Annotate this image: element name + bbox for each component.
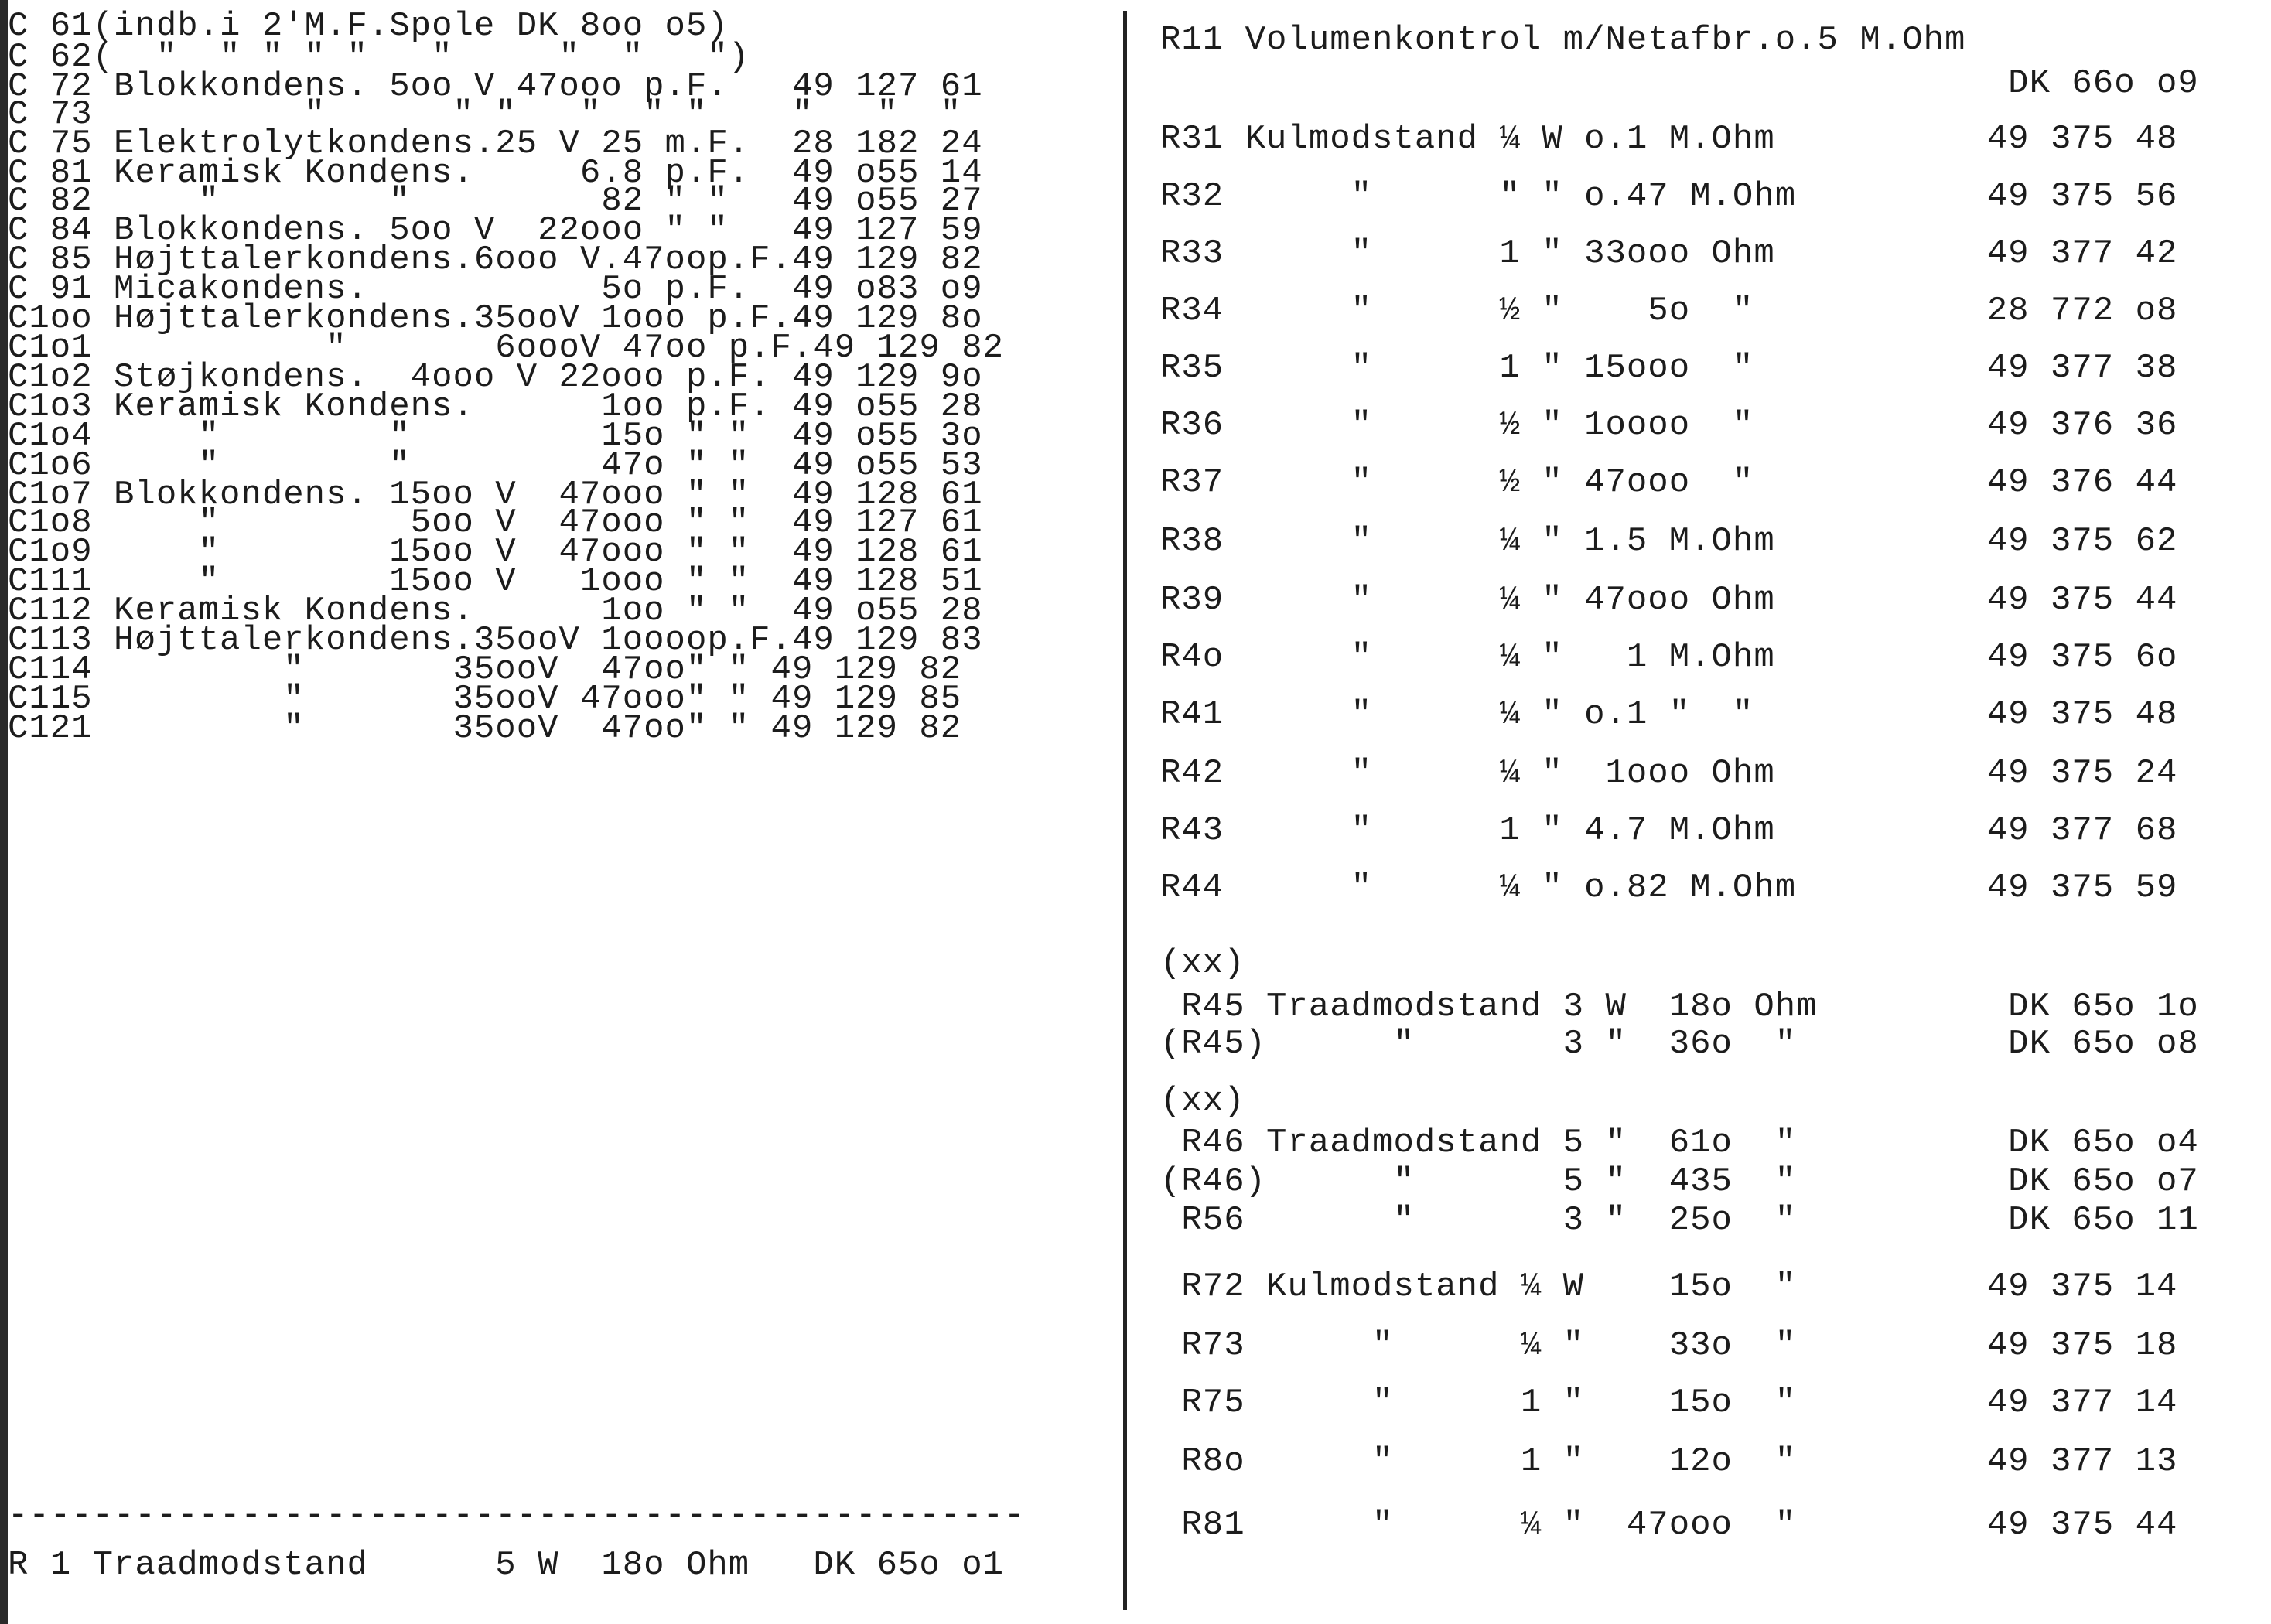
list-line: DK 66o o9 xyxy=(1160,64,2199,103)
list-line: C 91 Micakondens. 5o p.F. 49 o83 o9 xyxy=(8,270,983,309)
list-line: C 62( " " " " " " " " ") xyxy=(8,38,750,77)
column-divider xyxy=(1123,11,1127,1610)
list-line: R81 " ¼ " 47ooo " 49 375 44 xyxy=(1160,1506,2178,1544)
list-line: (R46) " 5 " 435 " DK 65o o7 xyxy=(1160,1162,2199,1201)
list-line: C 84 Blokkondens. 5oo V 22ooo " " 49 127 59 xyxy=(8,211,983,250)
list-line: C1o7 Blokkondens. 15oo V 47ooo " " 49 128 61 xyxy=(8,476,983,514)
list-line: R38 " ¼ " 1.5 M.Ohm 49 375 62 xyxy=(1160,522,2178,561)
list-line: C 61(indb.i 2'M.F.Spole DK 8oo o5) xyxy=(8,7,729,46)
list-line: C 81 Keramisk Kondens. 6.8 p.F. 49 o55 14 xyxy=(8,154,983,193)
list-line: C1o4 " " 15o " " 49 o55 3o xyxy=(8,417,983,455)
list-line: C114 " 35ooV 47oo" " 49 129 82 xyxy=(8,650,962,689)
list-line: C1o9 " 15oo V 47ooo " " 49 128 61 xyxy=(8,533,983,571)
list-line: C 75 Elektrolytkondens.25 V 25 m.F. 28 182 24 xyxy=(8,125,983,163)
list-line: R56 " 3 " 25o " DK 65o 11 xyxy=(1160,1201,2199,1240)
list-line: R32 " " " o.47 M.Ohm 49 375 56 xyxy=(1160,177,2178,216)
list-line: R44 " ¼ " o.82 M.Ohm 49 375 59 xyxy=(1160,868,2178,907)
list-line: R35 " 1 " 15ooo " 49 377 38 xyxy=(1160,349,2178,387)
list-line: R45 Traadmodstand 3 W 18o Ohm DK 65o 1o xyxy=(1160,988,2199,1026)
list-line: R72 Kulmodstand ¼ W 15o " 49 375 14 xyxy=(1160,1267,2178,1306)
list-line: (xx) xyxy=(1160,1082,1245,1121)
list-line: R43 " 1 " 4.7 M.Ohm 49 377 68 xyxy=(1160,811,2178,850)
list-line: R37 " ½ " 47ooo " 49 376 44 xyxy=(1160,463,2178,502)
list-line: C1o6 " " 47o " " 49 o55 53 xyxy=(8,446,983,485)
dashed-separator: ------------------------------------------------ xyxy=(8,1496,1026,1535)
list-line: R41 " ¼ " o.1 " " 49 375 48 xyxy=(1160,695,2178,734)
list-line: R4o " ¼ " 1 M.Ohm 49 375 6o xyxy=(1160,638,2178,677)
list-line: (xx) xyxy=(1160,944,1245,983)
list-line: C 85 Højttalerkondens.6ooo V.47oop.F.49 129 82 xyxy=(8,241,983,279)
list-line: R31 Kulmodstand ¼ W o.1 M.Ohm 49 375 48 xyxy=(1160,120,2178,159)
scan-edge-left xyxy=(0,0,8,1624)
list-line: R33 " 1 " 33ooo Ohm 49 377 42 xyxy=(1160,234,2178,273)
list-line: C1o2 Støjkondens. 4ooo V 22ooo p.F. 49 129 9o xyxy=(8,358,983,397)
list-line: R46 Traadmodstand 5 " 61o " DK 65o o4 xyxy=(1160,1124,2199,1162)
list-line: R39 " ¼ " 47ooo Ohm 49 375 44 xyxy=(1160,581,2178,619)
list-line: C 82 " " 82 " " 49 o55 27 xyxy=(8,182,983,220)
list-line: C115 " 35ooV 47ooo" " 49 129 85 xyxy=(8,680,962,718)
list-line: C113 Højttalerkondens.35ooV 1oooop.F.49 129 83 xyxy=(8,621,983,660)
list-line: C111 " 15oo V 1ooo " " 49 128 51 xyxy=(8,562,983,601)
list-line: C1o3 Keramisk Kondens. 1oo p.F. 49 o55 28 xyxy=(8,387,983,426)
list-line: R75 " 1 " 15o " 49 377 14 xyxy=(1160,1383,2178,1422)
list-line: R42 " ¼ " 1ooo Ohm 49 375 24 xyxy=(1160,754,2178,793)
list-line: C112 Keramisk Kondens. 1oo " " 49 o55 28 xyxy=(8,592,983,630)
list-line: C 72 Blokkondens. 5oo V 47ooo p.F. 49 127 61 xyxy=(8,67,983,106)
list-line: C121 " 35ooV 47oo" " 49 129 82 xyxy=(8,709,962,748)
resistor-r1-line: R 1 Traadmodstand 5 W 18o Ohm DK 65o o1 xyxy=(8,1546,1005,1585)
list-line: R8o " 1 " 12o " 49 377 13 xyxy=(1160,1442,2178,1481)
list-line: R11 Volumenkontrol m/Netafbr.o.5 M.Ohm xyxy=(1160,21,1966,60)
list-line: R73 " ¼ " 33o " 49 375 18 xyxy=(1160,1326,2178,1365)
list-line: R34 " ½ " 5o " 28 772 o8 xyxy=(1160,292,2178,330)
list-line: C1o1 " 6oooV 47oo p.F.49 129 82 xyxy=(8,329,1005,367)
list-line: C1oo Højttalerkondens.35ooV 1ooo p.F.49 129 8o xyxy=(8,299,983,338)
list-line: C1o8 " 5oo V 47ooo " " 49 127 61 xyxy=(8,503,983,542)
list-line: C 73 " " " " " " " " " xyxy=(8,95,962,134)
list-line: R36 " ½ " 1oooo " 49 376 36 xyxy=(1160,406,2178,445)
list-line: (R45) " 3 " 36o " DK 65o o8 xyxy=(1160,1025,2199,1063)
